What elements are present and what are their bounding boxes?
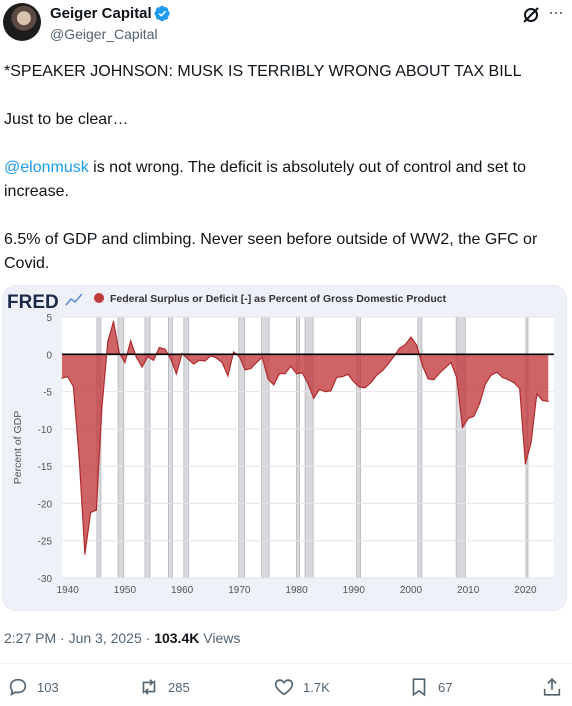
data-point	[164, 349, 165, 350]
data-point	[170, 358, 171, 359]
data-point	[204, 360, 205, 361]
tweet-line: 6.5% of GDP and climbing. Never seen before outside of WW2, the GFC or Covid.	[4, 231, 538, 272]
legend-marker	[94, 293, 104, 303]
data-point	[410, 337, 411, 338]
data-point	[319, 389, 320, 390]
x-tick-label: 2020	[514, 585, 537, 596]
data-point	[159, 347, 160, 348]
data-point	[445, 367, 446, 368]
data-point	[147, 356, 148, 357]
x-tick-label: 2000	[399, 585, 423, 596]
view-count: 103.4K	[154, 630, 200, 646]
data-point	[393, 356, 394, 357]
y-tick-label: -10	[37, 424, 52, 436]
data-point	[153, 360, 154, 361]
data-point	[307, 383, 308, 384]
y-axis-label: Percent of GDP	[12, 410, 24, 485]
fred-logo: FRED	[7, 292, 59, 313]
repost-icon	[138, 676, 160, 698]
data-point	[496, 372, 497, 373]
data-point	[513, 382, 514, 383]
data-point	[462, 427, 463, 428]
data-point	[176, 373, 177, 374]
data-point	[342, 376, 343, 377]
action-bar	[0, 672, 572, 706]
x-tick-label: 1950	[113, 585, 137, 596]
grok-icon[interactable]	[521, 5, 541, 25]
data-point	[267, 378, 268, 379]
tweet-meta	[4, 630, 240, 646]
y-tick-label: 0	[46, 350, 52, 362]
data-point	[222, 362, 223, 363]
data-point	[107, 341, 108, 342]
data-point	[210, 355, 211, 356]
data-point	[67, 376, 68, 377]
data-point	[536, 393, 537, 394]
data-point	[382, 370, 383, 371]
data-point	[262, 357, 263, 358]
reply-count: 103	[37, 680, 59, 695]
x-tick-label: 1990	[342, 585, 365, 596]
data-point	[405, 344, 406, 345]
y-tick-label: 5	[46, 313, 52, 324]
data-point	[399, 348, 400, 349]
y-tick-label: -25	[37, 536, 52, 548]
data-point	[370, 382, 371, 383]
x-tick-label: 1940	[56, 585, 79, 596]
data-point	[525, 463, 526, 464]
data-point	[542, 400, 543, 401]
x-tick-label: 1960	[171, 585, 194, 596]
data-point	[519, 388, 520, 389]
data-point	[433, 379, 434, 380]
fred-chart	[3, 286, 567, 611]
data-point	[124, 362, 125, 363]
tweet-line: *SPEAKER JOHNSON: MUSK IS TERRIBLY WRONG ABOUT TAX BILL	[4, 63, 522, 80]
data-point	[96, 510, 97, 511]
data-point	[302, 372, 303, 373]
data-point	[428, 378, 429, 379]
data-point	[353, 381, 354, 382]
data-point	[227, 375, 228, 376]
data-point	[548, 401, 549, 402]
data-point	[130, 340, 131, 341]
divider	[0, 663, 572, 664]
data-point	[416, 345, 417, 346]
data-point	[479, 403, 480, 404]
data-point	[456, 377, 457, 378]
data-point	[193, 363, 194, 364]
data-point	[450, 362, 451, 363]
data-point	[485, 384, 486, 385]
data-point	[273, 384, 274, 385]
data-point	[531, 442, 532, 443]
data-point	[359, 387, 360, 388]
x-tick-label: 2010	[457, 585, 480, 596]
like-count: 1.7K	[303, 680, 330, 695]
data-point	[136, 357, 137, 358]
data-point	[336, 377, 337, 378]
data-point	[325, 391, 326, 392]
author-name[interactable]: Geiger Capital	[50, 5, 152, 22]
data-point	[119, 352, 120, 353]
data-point	[473, 416, 474, 417]
data-point	[422, 365, 423, 366]
bookmark-icon	[408, 676, 430, 698]
data-point	[365, 387, 366, 388]
tweet-text	[4, 60, 564, 276]
data-point	[61, 378, 62, 379]
views-label: Views	[199, 630, 241, 646]
data-point	[79, 457, 80, 458]
data-point	[90, 512, 91, 513]
data-point	[233, 351, 234, 352]
data-point	[491, 375, 492, 376]
data-point	[73, 386, 74, 387]
data-point	[245, 369, 246, 370]
data-point	[502, 377, 503, 378]
data-point	[508, 379, 509, 380]
data-point	[296, 373, 297, 374]
verified-icon	[154, 5, 171, 22]
data-point	[250, 368, 251, 369]
data-point	[216, 357, 217, 358]
share-icon	[541, 676, 563, 698]
timestamp[interactable]: 2:27 PM · Jun 3, 2025 ·	[4, 630, 155, 646]
legend-label: Federal Surplus or Deficit [-] as Percent of Gross Domestic Product	[110, 293, 447, 305]
tweet-header	[0, 0, 572, 48]
data-point	[199, 360, 200, 361]
tweet-line	[4, 156, 564, 204]
bookmark-count: 67	[438, 680, 453, 695]
x-tick-label: 1980	[285, 585, 308, 596]
data-point	[330, 390, 331, 391]
data-point	[285, 373, 286, 374]
mention-link[interactable]: @elonmusk	[4, 159, 89, 176]
data-point	[388, 363, 389, 364]
y-tick-label: -15	[37, 462, 52, 474]
data-point	[84, 554, 85, 555]
fred-logo-icon	[66, 294, 82, 305]
author-handle[interactable]: @Geiger_Capital	[50, 26, 158, 42]
data-point	[101, 406, 102, 407]
data-point	[313, 398, 314, 399]
tweet-line: Just to be clear…	[4, 111, 129, 128]
data-point	[113, 321, 114, 322]
y-tick-label: -20	[37, 499, 52, 511]
data-point	[376, 375, 377, 376]
data-point	[347, 374, 348, 375]
data-point	[142, 366, 143, 367]
reply-icon	[7, 676, 29, 698]
more-options-icon[interactable]: ···	[548, 2, 563, 22]
data-point	[239, 356, 240, 357]
data-point	[468, 418, 469, 419]
y-tick-label: -30	[37, 574, 52, 585]
repost-count: 285	[168, 680, 190, 695]
chart-image[interactable]	[2, 285, 567, 611]
data-point	[256, 362, 257, 363]
y-tick-label: -5	[43, 387, 52, 399]
avatar[interactable]	[3, 3, 41, 41]
data-point	[187, 358, 188, 359]
like-icon	[273, 676, 295, 698]
data-point	[439, 372, 440, 373]
data-point	[279, 373, 280, 374]
data-point	[290, 366, 291, 367]
x-tick-label: 1970	[228, 585, 251, 596]
tweet-line-text: is not wrong. The deficit is absolutely out of control and set to increase.	[4, 159, 526, 200]
